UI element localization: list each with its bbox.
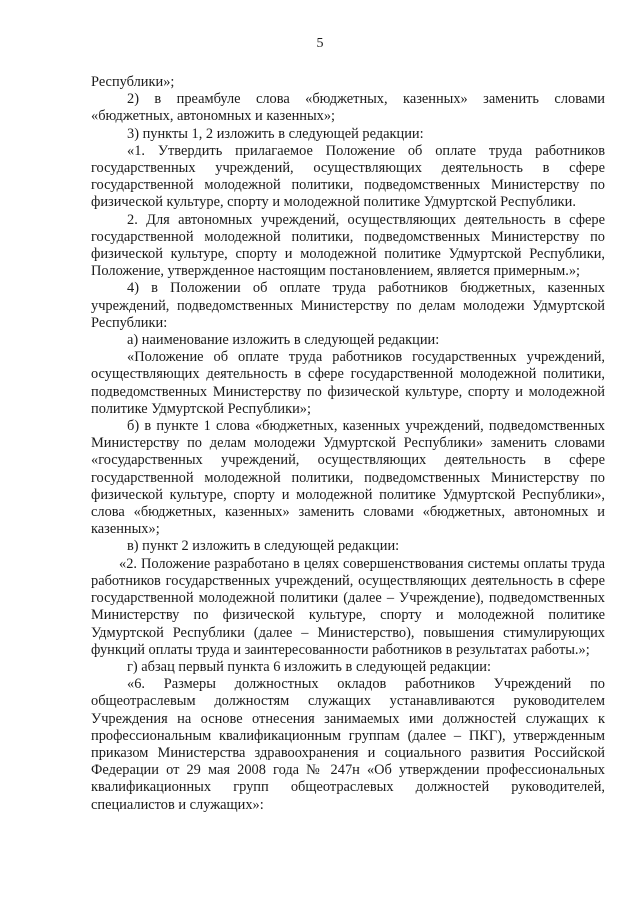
paragraph-quote-point-2: 2. Для автономных учреждений, осуществляющих деятельность в сфере государственной молодежной политики, подведомственных Министерству по физической культуре, спорту и молодежной политике Удмуртской Республики, Положение, утвержденное настоящим постановлением, является примерным.»; <box>91 211 605 280</box>
paragraph-item-4: 4) в Положении об оплате труда работников бюджетных, казенных учреждений, подведомственных Министерству по делам молодежи Удмуртской Республики: <box>91 280 605 331</box>
paragraph-subitem-a: а) наименование изложить в следующей редакции: <box>127 332 440 349</box>
paragraph-continuation: Республики»; <box>91 74 175 90</box>
paragraph-quote-point-1: «1. Утвердить прилагаемое Положение об оплате труда работников государственных учреждений, осуществляющих деятельность в сфере государственной молодежной политики, подведомственных Министерству по физической культуре, спорту и молодежной политике Удмуртской Республики. <box>91 142 605 211</box>
paragraph-subitem-v: в) пункт 2 изложить в следующей редакции: <box>127 538 400 555</box>
paragraph-quote-point-6: «6. Размеры должностных окладов работников Учреждений по общеотраслевым должностям служащих устанавливаются руководителем Учреждения на основе отнесения занимаемых ими должностей служащих к профессиональным квалификационным группам (далее – ПКГ), утвержденным приказом Министерства здравоохранения и социального развития Российской Федерации от 29 мая 2008 года № 247н «Об утверждении профессиональных квалификационных групп общеотраслевых должностей руководителей, специалистов и служащих»: <box>91 676 605 813</box>
paragraph-subitem-g: г) абзац первый пункта 6 изложить в следующей редакции: <box>127 658 491 675</box>
paragraph-quote-point-2-new: «2. Положение разработано в целях совершенствования системы оплаты труда работников государственных учреждений, осуществляющих деятельность в сфере государственной молодежной политики (далее – Учреждение), подведомственных Министерству по физической культуре, спорту и молодежной политике Удмуртской Республики (далее – Министерство), повышения стимулирующих функций оплаты труда и заинтересованности работников в результатах работы.»; <box>91 555 605 658</box>
paragraph-item-2: 2) в преамбуле слова «бюджетных, казенных» заменить словами «бюджетных, автономных и казенных»; <box>91 91 605 125</box>
paragraph-item-3: 3) пункты 1, 2 изложить в следующей редакции: <box>127 125 424 142</box>
page-number: 5 <box>316 36 324 51</box>
paragraph-subitem-b: б) в пункте 1 слова «бюджетных, казенных учреждений, подведомственных Министерству по делам молодежи Удмуртской Республики» заменить словами «государственных учреждений, осуществляющих деятельность в сфере государственной молодежной политики, подведомственных Министерству по физической культуре, спорту и молодежной политике Удмуртской Республики», слова «бюджетных, казенных» заменить словами «бюджетных, автономных и казенных»; <box>91 418 605 538</box>
paragraph-quote-title: «Положение об оплате труда работников государственных учреждений, осуществляющих деятельность в сфере государственной молодежной политики, подведомственных Министерству по физической культуре, спорту и молодежной политике Удмуртской Республики»; <box>91 349 605 417</box>
document-body <box>91 74 605 814</box>
